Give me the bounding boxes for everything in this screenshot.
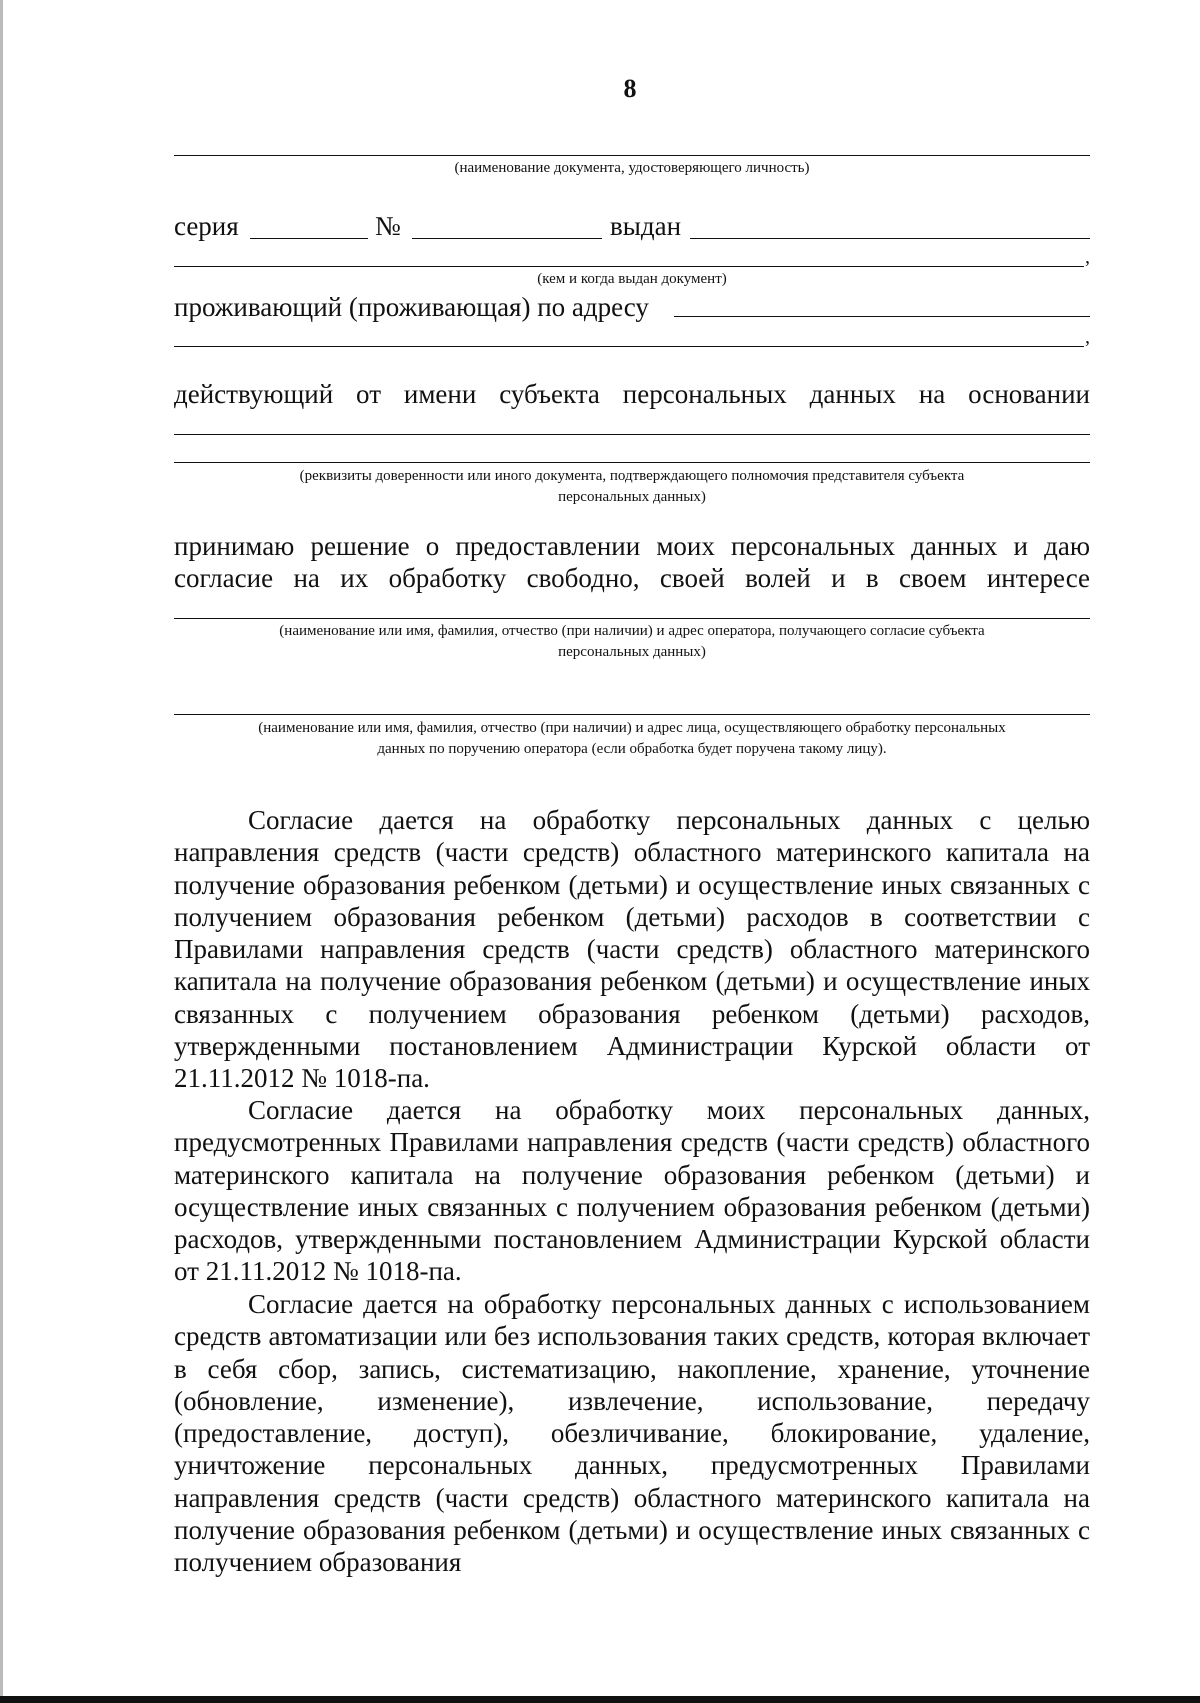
series-label: серия [174, 211, 239, 241]
page-number: 8 [623, 74, 637, 103]
address-field[interactable] [674, 316, 1090, 317]
proxy-caption-1: (реквизиты доверенности или иного документа, подтверждающего полномочия представителя субъекта [299, 468, 965, 484]
acting-text: действующий от имени субъекта персональных данных на основании [174, 379, 1090, 409]
paragraph-1-text: Согласие дается на обработку персональных данных с целью направления средств (части средств) областного материнского капитала на получение образования ребенком (детьми) и осуществление иных связанных с получением образования ребенком (детьми) расходов в соответствии с Правилами направления средств (части средств) областного материнского капитала на получение образования ребенком (детьми) и осуществление иных связанных с получением образования ребенком (детьми) расходов, утвержденными постановлением Администрации Курской области от 21.11.2012 № 1018-па. [174, 805, 1090, 1094]
comma-2: , [1085, 326, 1090, 348]
paragraph-1 [174, 804, 1090, 1095]
processor-caption-1: (наименование или имя, фамилия, отчество (при наличии) и адрес лица, осуществляющего обработку персональных [258, 720, 1006, 736]
address-label: проживающий (проживающая) по адресу [174, 292, 649, 322]
identity-doc-line [174, 155, 1090, 156]
decision-line-2: согласие на их обработку свободно, своей волей и в своем интересе [174, 563, 1090, 593]
paragraph-2 [174, 1094, 1090, 1288]
series-field[interactable] [250, 238, 368, 239]
decision-line-1: принимаю решение о предоставлении моих персональных данных и даю [174, 531, 1090, 561]
number-label: № [375, 211, 401, 241]
operator-caption-2: персональных данных) [558, 644, 706, 660]
identity-doc-caption: (наименование документа, удостоверяющего личность) [454, 160, 810, 176]
basis-line-1[interactable] [174, 434, 1090, 435]
issued-label: выдан [610, 211, 682, 241]
issued-by-line[interactable] [174, 266, 1084, 267]
paragraph-3 [174, 1288, 1090, 1579]
operator-caption-1: (наименование или имя, фамилия, отчество (при наличии) и адрес оператора, получающего согласие субъекта [279, 623, 985, 639]
processor-line[interactable] [174, 714, 1090, 715]
proxy-caption-2: персональных данных) [558, 489, 706, 505]
scan-left-edge [0, 0, 3, 1703]
paragraph-3-text: Согласие дается на обработку персональных данных с использованием средств автоматизации или без использования таких средств, которая включает в себя сбор, запись, систематизацию, накопление, хранение, уточнение (обновление, изменение), извлечение, использование, передачу (предоставление, доступ), обезличивание, блокирование, удаление, уничтожение персональных данных, предусмотренных Правилами направления средств (части средств) областного материнского капитала на получение образования ребенком (детьми) и осуществление иных связанных с получением образования [174, 1289, 1090, 1578]
basis-line-2[interactable] [174, 462, 1090, 463]
issued-caption: (кем и когда выдан документ) [537, 271, 727, 287]
processor-caption-2: данных по поручению оператора (если обработка будет поручена такому лицу). [377, 741, 887, 757]
number-field[interactable] [412, 238, 602, 239]
issued-field[interactable] [690, 238, 1090, 239]
comma-1: , [1085, 246, 1090, 268]
address-line-2[interactable] [174, 346, 1084, 347]
paragraph-2-text: Согласие дается на обработку моих персональных данных, предусмотренных Правилами направления средств (части средств) областного материнского капитала на получение образования ребенком (детьми) и осуществление иных связанных с получением образования ребенком (детьми) расходов, утвержденными постановлением Администрации Курской области от 21.11.2012 № 1018-па. [174, 1095, 1090, 1287]
scan-bottom-edge [0, 1696, 1200, 1703]
operator-line[interactable] [174, 618, 1090, 619]
